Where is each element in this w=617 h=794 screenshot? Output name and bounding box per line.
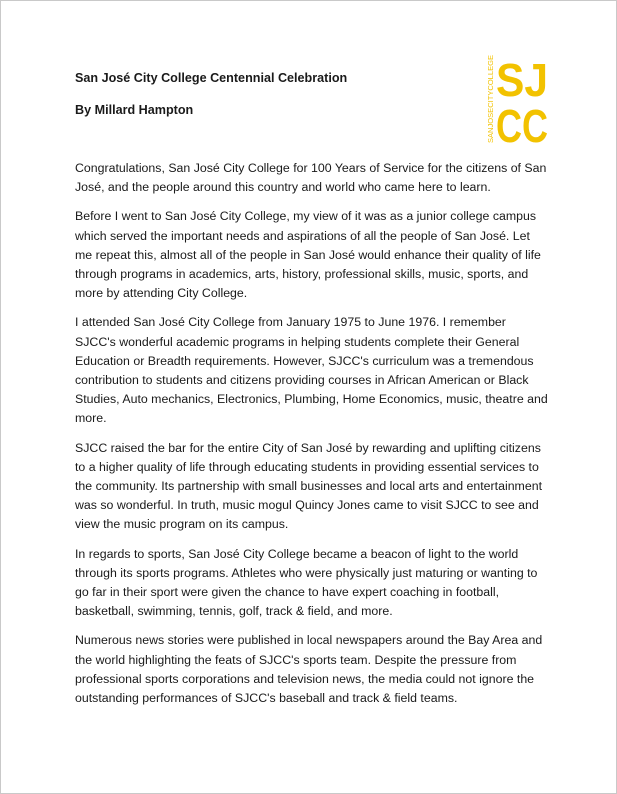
document-author: By Millard Hampton	[75, 103, 194, 117]
logo-letters-bottom: CC	[496, 100, 548, 152]
paragraph: Before I went to San José City College, my view of it was as a junior college campus which served the important needs and aspirations of all the people of San José. Let me repeat this, almost all of the people in San José would enhance their quality of life through programs in academics, arts, history, professional skills, music, sports, and more by attending City College.	[75, 209, 541, 301]
document-body	[75, 159, 549, 718]
paragraph: Numerous news stories were published in local newspapers around the Bay Area and the world highlighting the feats of SJCC's sports team. Despite the pressure from professional sports corporations and television news, the media could not ignore the outstanding performances of SJCC's baseball and track & field teams.	[75, 633, 543, 706]
sjcc-logo	[484, 53, 550, 152]
paragraph: I attended San José City College from January 1975 to June 1976. I remember SJCC's wonderful academic programs in helping students complete their General Education or Breadth requirements. However, SJCC's curriculum was a tremendous contribution to students and citizens providing courses in African American or Black Studies, Auto mechanics, Electronics, Plumbing, Home Economics, music, theatre and more.	[75, 315, 548, 426]
document-title: San José City College Centennial Celebration	[75, 71, 348, 85]
logo-side-text: SANJOSECITYCOLLEGE	[486, 54, 495, 143]
paragraph: Congratulations, San José City College for 100 Years of Service for the citizens of San José, and the people around this country and world who came here to learn.	[75, 161, 547, 195]
paragraph: In regards to sports, San José City College became a beacon of light to the world through its sports programs. Athletes who were physically just maturing or wanting to go far in their sport were given the chance to have expert coaching in football, basketball, swimming, tennis, golf, track & field, and more.	[75, 546, 538, 619]
paragraph: SJCC raised the bar for the entire City of San José by rewarding and uplifting citizens to a higher quality of life through educating students in providing essential services to the community. Its partnership with small businesses and local arts and entertainment was so wonderful. In truth, music mogul Quincy Jones came to visit SJCC to see and view the music program on its campus.	[75, 440, 543, 532]
logo-letters-top: SJ	[496, 54, 548, 106]
